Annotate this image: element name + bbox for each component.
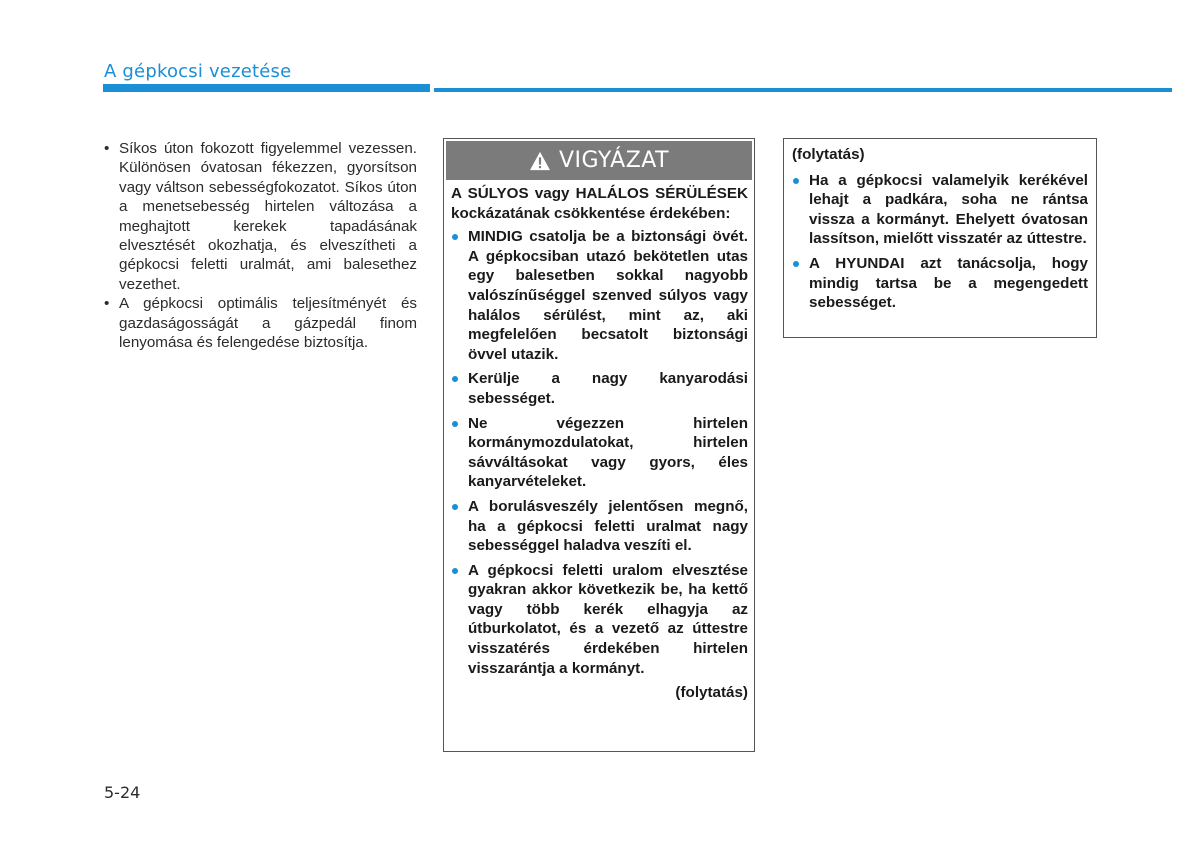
bullet-dot-icon	[452, 568, 458, 574]
list-item: Ha a gépkocsi valamelyik kerékével lehajt a padkára, soha ne rántsa vissza a kormányt. Ehelyett óvatosan lassítson, mielőtt visszatér az úttestre.	[792, 171, 1088, 249]
warning-box	[443, 138, 755, 752]
header-rule-thick	[103, 84, 430, 92]
header-rule-thin	[434, 88, 1172, 92]
warning-header	[446, 141, 752, 180]
list-item: Ne végezzen hirtelen kormánymozdulatokat, hirtelen sávváltásokat vagy gyors, éles kanyarvételeket.	[451, 414, 748, 492]
list-item: • A gépkocsi optimális teljesítményét és gazdaságosságát a gázpedál finom lenyomása és felengedése biztosítja.	[103, 294, 417, 352]
list-item: • Síkos úton fokozott figyelemmel vezessen. Különösen óvatosan fékezzen, gyorsítson vagy váltson sebességfokozatot. Síkos úton a menetsebesség hirtelen változása a meghajtott kerekek tapadásának elvesztését okozhatja, és elveszítheti a gépkocsi feletti uralmát, ami balesethez vezethet.	[103, 139, 417, 294]
left-column	[103, 139, 417, 352]
list-item: A borulásveszély jelentősen megnő, ha a gépkocsi feletti uralmat nagy sebességgel haladva veszíti el.	[451, 497, 748, 556]
list-item: A gépkocsi feletti uralom elvesztése gyakran akkor következik be, ha kettő vagy több kerék elhagyja az útburkolatot, és a vezető az úttestre visszatérés érdekében hirtelen visszarántja a kormányt.	[451, 561, 748, 679]
list-item: A HYUNDAI azt tanácsolja, hogy mindig tartsa be a megengedett sebességet.	[792, 254, 1088, 313]
warning-title: VIGYÁZAT	[558, 148, 670, 173]
page-number: 5-24	[104, 783, 141, 802]
list-item: MINDIG csatolja be a biztonsági övét. A gépkocsiban utazó bekötetlen utas egy balesetben sokkal nagyobb valószínűséggel szenved súlyos vagy halálos sérülést, mint az, aki megfelelően becsatolt biztonsági övvel utazik.	[451, 227, 748, 364]
bullet-dot-icon	[452, 504, 458, 510]
bullet-dot-icon	[452, 376, 458, 382]
bullet-dot-icon	[793, 178, 799, 184]
continued-label: (folytatás)	[675, 684, 748, 702]
bullet-dot-icon	[452, 421, 458, 427]
warning-intro: A SÚLYOS vagy HALÁLOS SÉRÜLÉSEK kockázatának csökkentése érdekében:	[451, 185, 748, 222]
section-title: A gépkocsi vezetése	[104, 61, 292, 82]
continuation-heading: (folytatás)	[792, 146, 865, 163]
list-item: Kerülje a nagy kanyarodási sebességet.	[451, 369, 748, 408]
bullet-dot-icon	[793, 261, 799, 267]
continuation-box	[783, 138, 1097, 338]
bullet-dot-icon	[452, 234, 458, 240]
warning-triangle-icon	[529, 151, 551, 171]
